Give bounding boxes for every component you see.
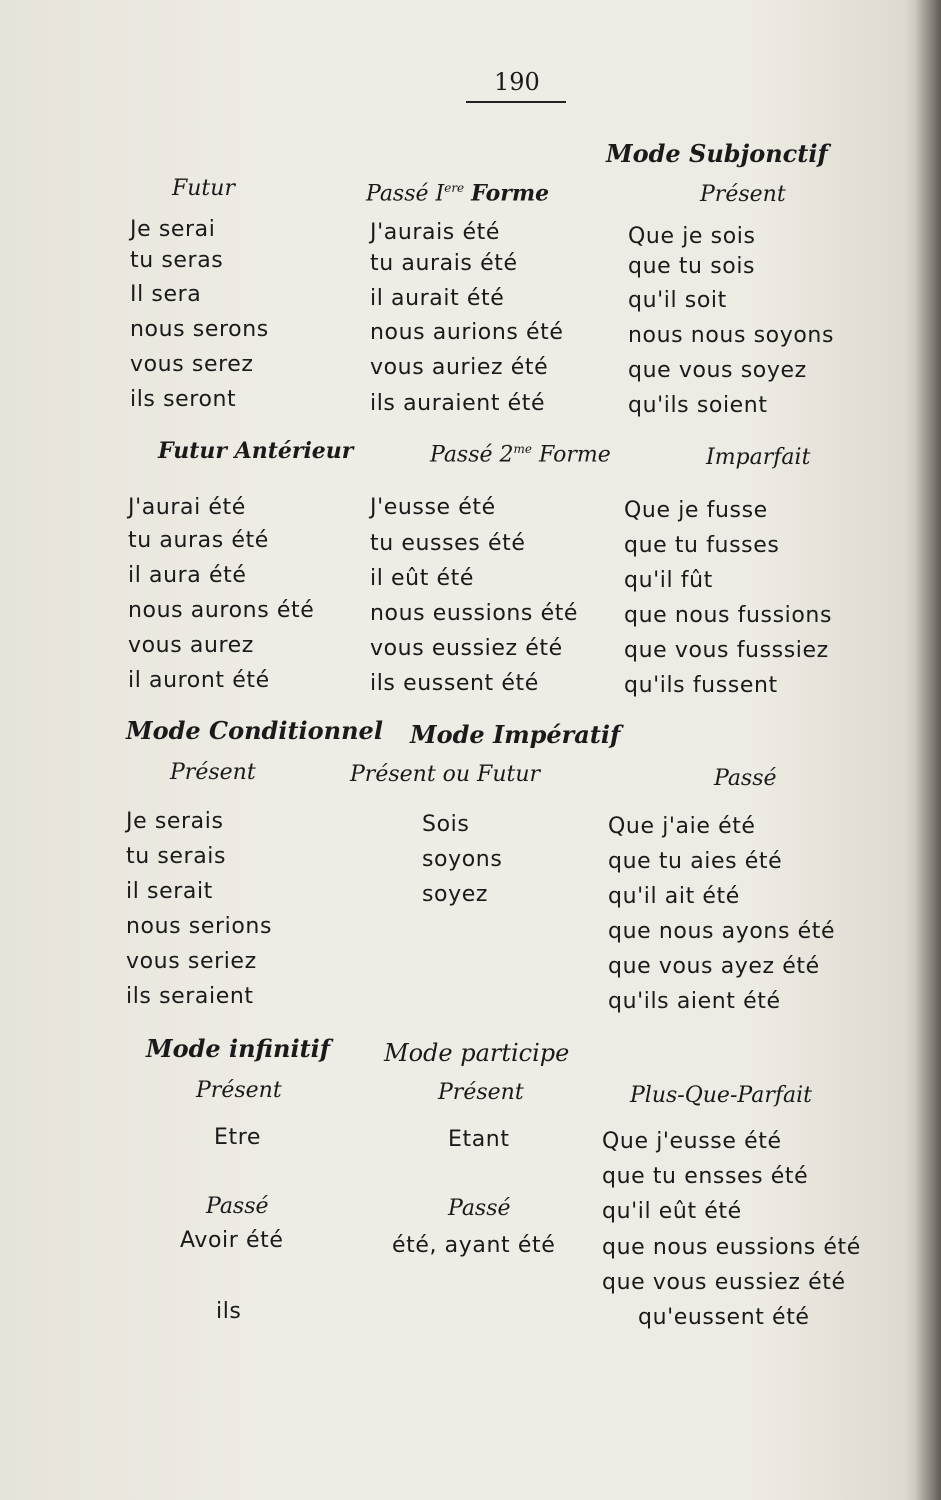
- passe-infinitif-heading: Passé: [206, 1194, 269, 1219]
- passe2-line: vous eussiez été: [370, 636, 563, 661]
- subj-present-line: nous nous soyons: [628, 323, 835, 348]
- subj-passe-line: que vous ayez été: [608, 954, 820, 979]
- passe2-line: ils eussent été: [370, 671, 539, 696]
- futur-line: tu seras: [130, 248, 224, 273]
- infinitif-present: Etre: [214, 1125, 262, 1150]
- infinitif-ils: ils: [216, 1299, 242, 1324]
- futur-line: Il sera: [130, 282, 202, 307]
- subj-present-line: que vous soyez: [628, 358, 807, 383]
- page-number-rule: [466, 101, 566, 103]
- passe2-line: nous eussions été: [370, 601, 579, 626]
- imparfait-line: que vous fusssiez: [624, 638, 829, 663]
- imperatif-line: soyons: [422, 847, 503, 872]
- subj-present-line: qu'ils soient: [628, 393, 768, 418]
- mode-subjonctif-heading: Mode Subjonctif: [606, 139, 828, 168]
- passe1-line: tu aurais été: [370, 251, 518, 276]
- plus-que-parfait-line: que vous eussiez été: [602, 1270, 846, 1295]
- infinitif-passe: Avoir été: [180, 1228, 284, 1253]
- passe1-line: J'aurais été: [370, 220, 500, 245]
- plus-que-parfait-line: que nous eussions été: [602, 1235, 861, 1260]
- futur-anterieur-line: il auront été: [128, 668, 270, 693]
- futur-anterieur-line: il aura été: [128, 563, 247, 588]
- passe-subjonctif-heading: Passé: [714, 766, 777, 791]
- present-subjonctif-heading: Présent: [700, 182, 786, 207]
- conditionnel-line: Je serais: [126, 809, 224, 834]
- futur-line: nous serons: [130, 317, 269, 342]
- futur-anterieur-line: J'aurai été: [128, 495, 246, 520]
- imparfait-line: que nous fussions: [624, 603, 833, 628]
- participe-present: Etant: [448, 1127, 510, 1152]
- subj-present-line: Que je sois: [628, 224, 756, 249]
- mode-imperatif-heading: Mode Impératif: [410, 720, 621, 749]
- futur-heading: Futur: [172, 176, 235, 201]
- mode-participe-heading: Mode participe: [384, 1039, 570, 1067]
- futur-anterieur-line: nous aurons été: [128, 598, 315, 623]
- passe2-line: J'eusse été: [370, 495, 496, 520]
- conditionnel-line: nous serions: [126, 914, 273, 939]
- subj-passe-line: que tu aies été: [608, 849, 783, 874]
- passe2-line: il eût été: [370, 566, 475, 591]
- imperatif-line: Sois: [422, 812, 470, 837]
- passe1-line: il aurait été: [370, 286, 505, 311]
- passe1-line: ils auraient été: [370, 391, 546, 416]
- futur-line: ils seront: [130, 387, 237, 412]
- plus-que-parfait-line: qu'il eût été: [602, 1199, 742, 1224]
- imparfait-line: Que je fusse: [624, 498, 768, 523]
- subj-passe-line: Que j'aie été: [608, 814, 756, 839]
- futur-line: Je serai: [130, 217, 216, 242]
- present-participe-heading: Présent: [438, 1080, 524, 1105]
- conditionnel-line: vous seriez: [126, 949, 257, 974]
- imparfait-line: que tu fusses: [624, 533, 780, 558]
- passe-1-heading: Passé Iere Forme: [366, 180, 550, 207]
- subj-passe-line: qu'il ait été: [608, 884, 740, 909]
- passe-2-heading: Passé $2^{me}$ Forme: [430, 442, 611, 468]
- participe-passe: été, ayant été: [392, 1233, 556, 1258]
- plus-que-parfait-line: qu'eussent été: [638, 1305, 810, 1330]
- conditionnel-line: tu serais: [126, 844, 227, 869]
- page-number: 190: [494, 68, 540, 96]
- conditionnel-line: il serait: [126, 879, 213, 904]
- present-infinitif-heading: Présent: [196, 1078, 282, 1103]
- futur-line: vous serez: [130, 352, 254, 377]
- passe2-line: tu eusses été: [370, 531, 526, 556]
- futur-anterieur-heading: Futur Antérieur: [158, 438, 354, 464]
- imparfait-line: qu'il fût: [624, 568, 713, 593]
- imparfait-heading: Imparfait: [706, 445, 811, 470]
- futur-anterieur-line: tu auras été: [128, 528, 269, 553]
- passe1-line: vous auriez été: [370, 355, 549, 380]
- page-edge-shadow: [915, 0, 941, 1500]
- subj-present-line: que tu sois: [628, 254, 756, 279]
- subj-passe-line: qu'ils aient été: [608, 989, 781, 1014]
- present-ou-futur-heading: Présent ou Futur: [350, 762, 541, 787]
- present-conditionnel-heading: Présent: [170, 760, 256, 785]
- imparfait-line: qu'ils fussent: [624, 673, 778, 698]
- subj-passe-line: que nous ayons été: [608, 919, 836, 944]
- plus-que-parfait-heading: Plus-Que-Parfait: [630, 1083, 812, 1108]
- imperatif-line: soyez: [422, 882, 489, 907]
- mode-conditionnel-heading: Mode Conditionnel: [126, 716, 383, 745]
- plus-que-parfait-line: que tu ensses été: [602, 1164, 809, 1189]
- subj-present-line: qu'il soit: [628, 288, 727, 313]
- passe-participe-heading: Passé: [448, 1196, 511, 1221]
- passe1-line: nous aurions été: [370, 320, 564, 345]
- conditionnel-line: ils seraient: [126, 984, 254, 1009]
- futur-anterieur-line: vous aurez: [128, 633, 254, 658]
- mode-infinitif-heading: Mode infinitif: [146, 1034, 331, 1063]
- plus-que-parfait-line: Que j'eusse été: [602, 1129, 782, 1154]
